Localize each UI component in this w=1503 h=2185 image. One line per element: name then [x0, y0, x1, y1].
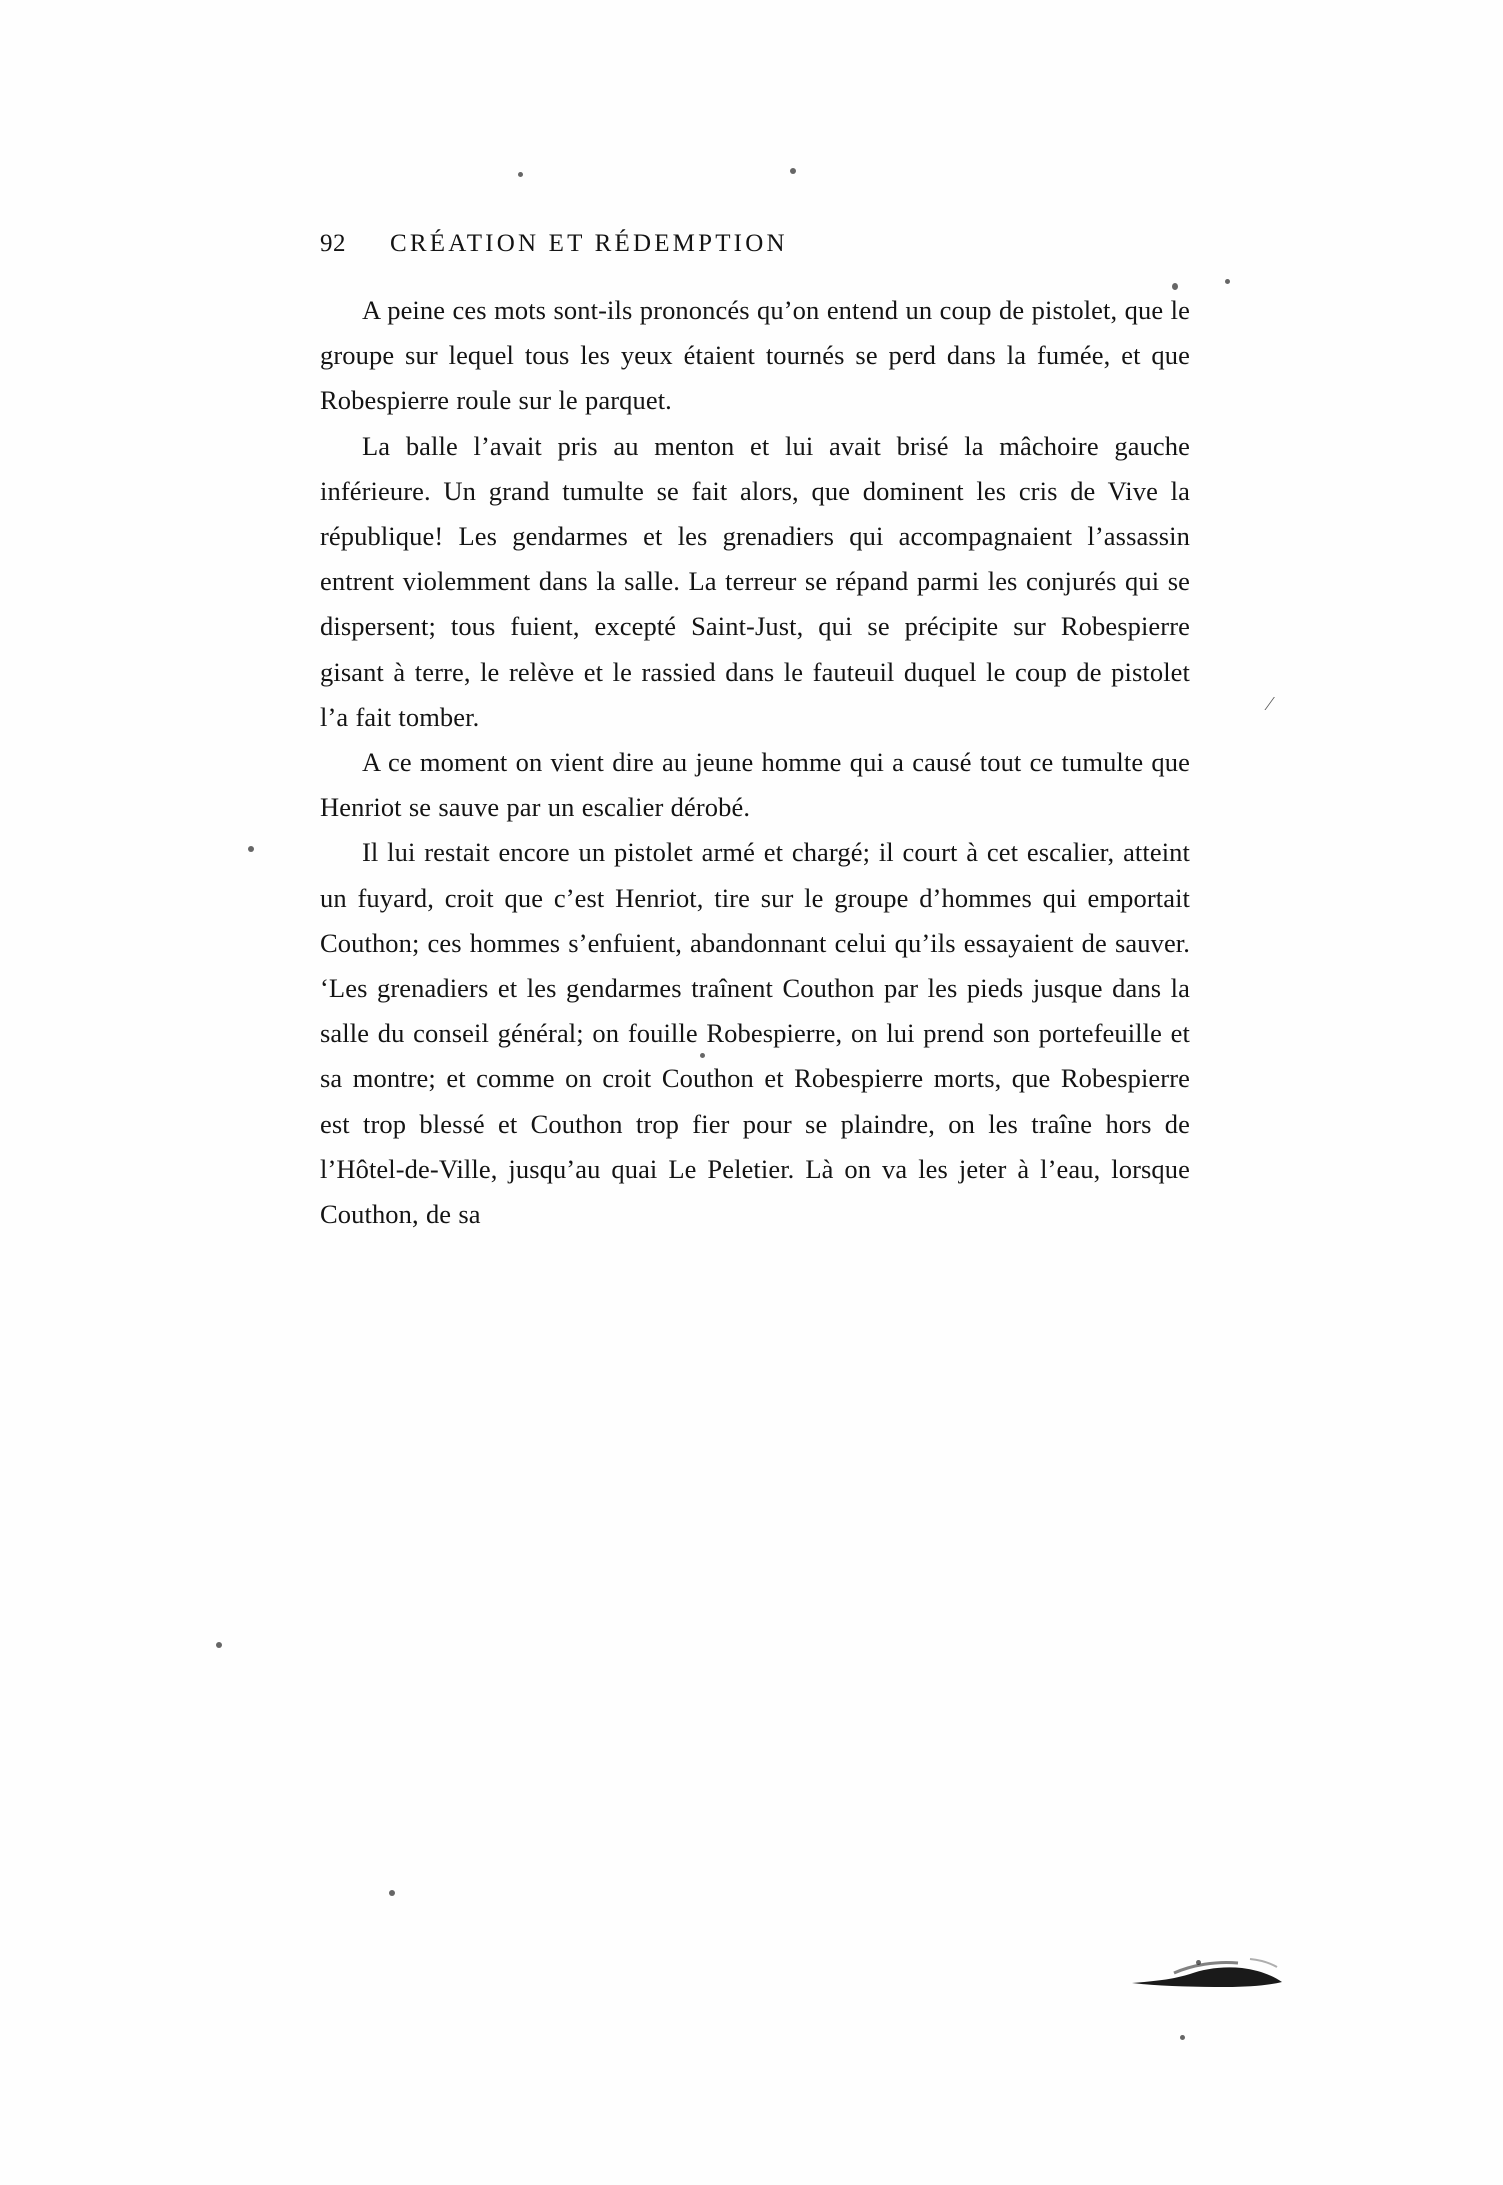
margin-tick-mark: ⁄ [1268, 693, 1272, 715]
paragraph: A peine ces mots sont-ils prononcés qu’on entend un coup de pistolet, que le groupe sur lequel tous les yeux étaient tournés se perd dans la fumée, et que Robespierre roule sur le parquet. [320, 295, 1190, 416]
paragraph: La balle l’avait pris au menton et lui avait brisé la mâchoire gauche inférieure. Un grand tumulte se fait alors, que dominent les cris de Vive la république! Les gendarmes et les grenadiers qui accompagnaient l’assassin entrent violemment dans la salle. La terreur se répand parmi les conjurés qui se dispersent; tous fuient, excepté Saint-Just, qui se précipite sur Robespierre gisant à terre, le relève et le rassied dans le fauteuil duquel le coup de pistolet l’a fait tomber. [320, 430, 1190, 732]
running-title: CRÉATION ET RÉDEMPTION [390, 230, 788, 257]
scan-speck [389, 1890, 395, 1896]
scan-speck [248, 846, 254, 852]
scan-speck [1180, 2035, 1185, 2040]
page-header [320, 230, 1190, 258]
scan-speck [790, 168, 796, 174]
body-text [320, 288, 1190, 1237]
paragraph: A ce moment on vient dire au jeune homme qui a causé tout ce tumulte que Henriot se sauve par un escalier dérobé. [320, 747, 1190, 823]
chapter-end-ornament [1130, 1955, 1290, 1989]
paragraph: Il lui restait encore un pistolet armé et chargé; il court à cet escalier, atteint un fuyard, croit que c’est Henriot, tire sur le groupe d’hommes qui emportait Couthon; ces hommes s’enfuient, abandonnant celui qu’ils essayaient de sauver. ‘Les grenadiers et les gendarmes traînent Couthon par les pieds jusque dans la salle du conseil général; on fouille Robespierre, on lui prend son portefeuille et sa montre; et comme on croit Couthon et Robespierre morts, que Robespierre est trop blessé et Couthon trop fier pour se plaindre, on les traîne hors de l’Hôtel-de-Ville, jusqu’au quai Le Peletier. Là on va les jeter à l’eau, lorsque Couthon, de sa [320, 837, 1190, 1230]
scan-speck [1225, 279, 1230, 284]
page-number: 92 [320, 230, 346, 257]
page-content [320, 230, 1190, 1237]
scan-speck [216, 1642, 222, 1648]
scan-speck [518, 172, 523, 177]
